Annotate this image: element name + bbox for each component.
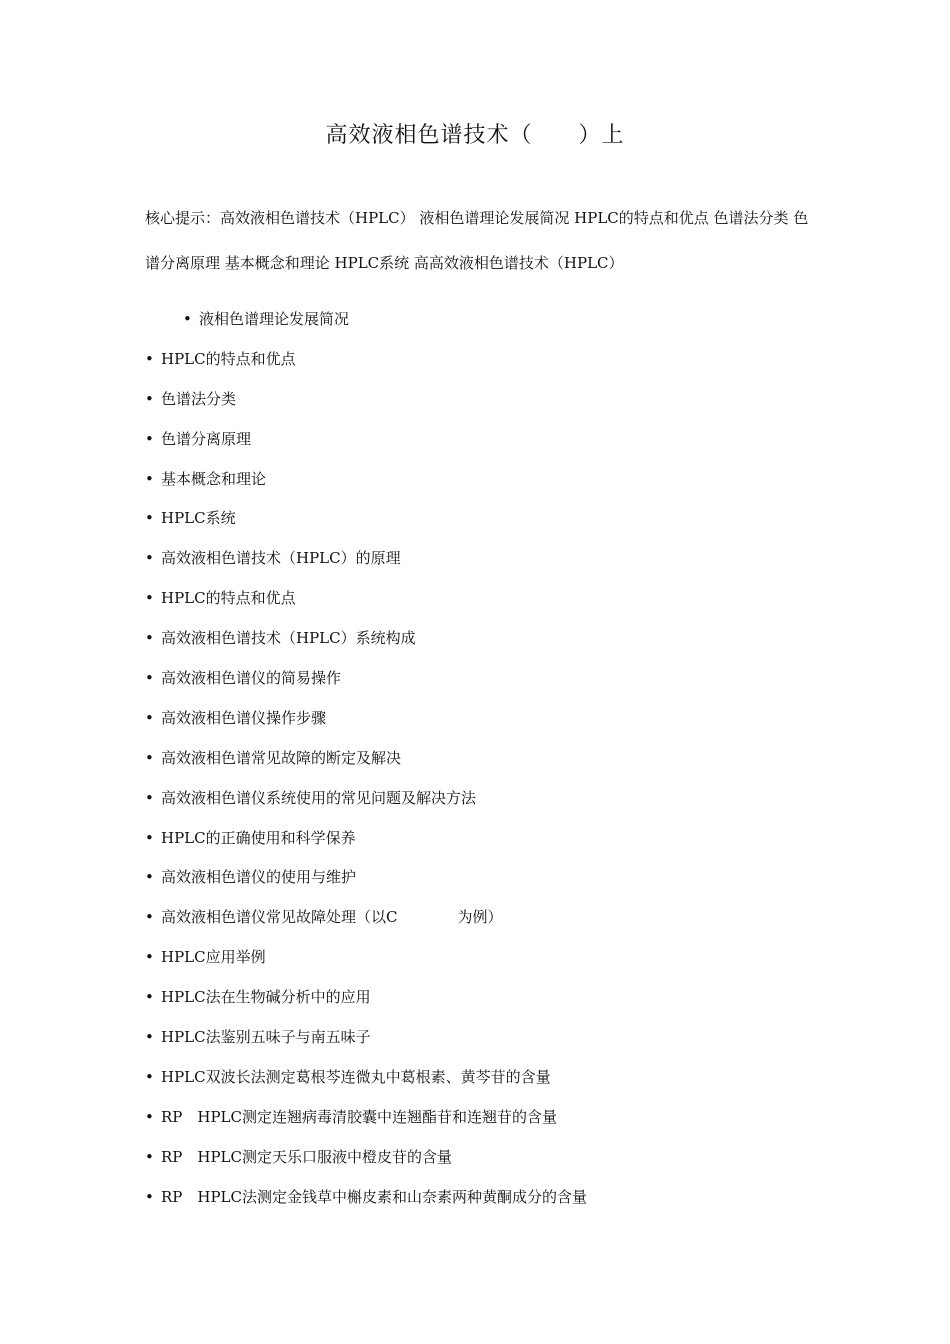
list-item	[145, 659, 825, 699]
list-item	[145, 340, 825, 380]
list-item-label: RP HPLC测定连翘病毒清胶囊中连翘酯苷和连翘苷的含量	[161, 1107, 558, 1126]
bullet-icon: •	[145, 669, 154, 688]
list-item-label: 色谱法分类	[161, 389, 237, 408]
bullet-icon: •	[145, 589, 154, 608]
bullet-icon: •	[145, 868, 154, 887]
list-item-label: 高效液相色谱仪的简易操作	[161, 669, 342, 688]
bullet-icon: •	[145, 828, 154, 847]
bullet-icon: •	[145, 469, 154, 488]
list-item-label: 高效液相色谱仪的使用与维护	[161, 868, 357, 887]
bullet-icon: •	[145, 748, 154, 767]
core-summary: 核心提示：高效液相色谱技术（HPLC） 液相色谱理论发展简况 HPLC的特点和优点 色谱法分类 色谱分离原理 基本概念和理论 HPLC系统 高高效液相色谱技术（HPLC）	[145, 209, 809, 272]
list-item	[145, 460, 825, 500]
bullet-icon: •	[183, 310, 192, 328]
list-item	[145, 619, 825, 659]
bullet-icon: •	[145, 1187, 154, 1206]
bullet-icon: •	[145, 629, 154, 648]
list-item	[145, 938, 825, 978]
list-item	[145, 1138, 825, 1178]
list-item-label: 液相色谱理论发展简况	[199, 310, 350, 328]
bullet-icon: •	[145, 948, 154, 967]
list-item-label: 高效液相色谱技术（HPLC）系统构成	[161, 629, 416, 648]
list-item	[145, 579, 825, 619]
list-item	[145, 420, 825, 460]
bullet-icon: •	[145, 1028, 154, 1047]
list-item	[145, 1178, 825, 1218]
table-of-contents	[145, 300, 825, 1217]
list-item-label: 高效液相色谱技术（HPLC）的原理	[161, 549, 401, 568]
list-item	[145, 300, 825, 340]
list-item	[145, 699, 825, 739]
list-item-label: RP HPLC测定天乐口服液中橙皮苷的含量	[161, 1147, 453, 1166]
bullet-icon: •	[145, 788, 154, 807]
list-item-label: HPLC法鉴别五味子与南五味子	[161, 1028, 371, 1047]
bullet-icon: •	[145, 1067, 154, 1086]
list-item-label: HPLC的特点和优点	[161, 349, 296, 368]
list-item-label: 色谱分离原理	[161, 429, 252, 448]
bullet-icon: •	[145, 349, 154, 368]
list-item-label: RP HPLC法测定金钱草中槲皮素和山奈素两种黄酮成分的含量	[161, 1187, 588, 1206]
list-item	[145, 1058, 825, 1098]
list-item	[145, 380, 825, 420]
list-item-label: 高效液相色谱仪系统使用的常见问题及解决方法	[161, 788, 477, 807]
list-item	[145, 739, 825, 779]
list-item	[145, 858, 825, 898]
bullet-icon: •	[145, 429, 154, 448]
page-title: 高效液相色谱技术（ ）上	[325, 123, 625, 148]
bullet-icon: •	[145, 908, 154, 927]
list-item	[145, 539, 825, 579]
bullet-icon: •	[145, 509, 154, 528]
bullet-icon: •	[145, 1107, 154, 1126]
list-item-label: 高效液相色谱常见故障的断定及解决	[161, 748, 402, 767]
list-item	[145, 1018, 825, 1058]
list-item	[145, 978, 825, 1018]
list-item	[145, 1098, 825, 1138]
bullet-icon: •	[145, 988, 154, 1007]
list-item	[145, 898, 825, 938]
list-item-label: HPLC的正确使用和科学保养	[161, 828, 356, 847]
list-item-label: HPLC应用举例	[161, 948, 266, 967]
bullet-icon: •	[145, 1147, 154, 1166]
list-item-label: 高效液相色谱仪操作步骤	[161, 708, 327, 727]
list-item-label: 高效液相色谱仪常见故障处理（以C 为例）	[161, 908, 503, 927]
list-item	[145, 819, 825, 859]
list-item-label: HPLC双波长法测定葛根芩连微丸中葛根素、黄芩苷的含量	[161, 1067, 551, 1086]
list-item	[145, 499, 825, 539]
bullet-icon: •	[145, 549, 154, 568]
list-item	[145, 779, 825, 819]
bullet-icon: •	[145, 389, 154, 408]
list-item-label: HPLC系统	[161, 509, 236, 528]
list-item-label: 基本概念和理论	[161, 469, 267, 488]
list-item-label: HPLC的特点和优点	[161, 589, 296, 608]
list-item-label: HPLC法在生物碱分析中的应用	[161, 988, 371, 1007]
bullet-icon: •	[145, 708, 154, 727]
